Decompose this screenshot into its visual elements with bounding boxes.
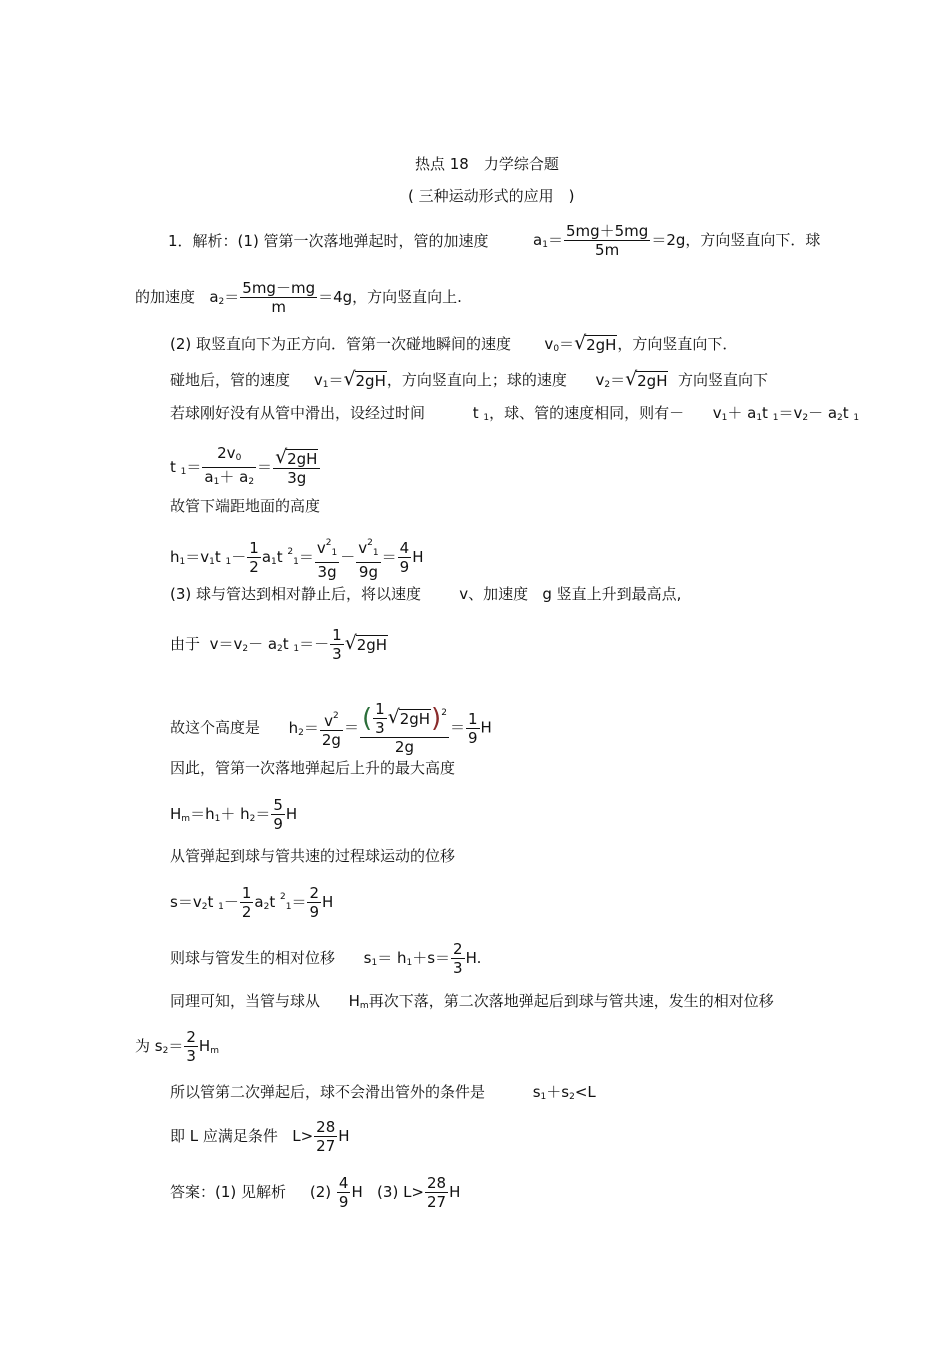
p2-line1: (2) 取竖直向下为正方向．管第一次碰地瞬间的速度 $v_0=$ √ 2gH，方向竖直向下． [170,331,738,354]
p3-line7: 同理可知，当管与球从 $H_m$再次下落，第二次落地弹起后到球与管共速，发生的相对位移 [170,992,774,1011]
p2-line5: 故管下端距地面的高度 [170,497,321,515]
page-subtitle: ( 三种运动形式的应用 ) [408,187,575,205]
answer-line: 答案：(1) 见解析 (2) $\frac{4}{9}$ H (3) L> $\frac{28}{27}$ H [170,1174,461,1211]
p3-line5: 从管弹起到球与管共速的过程球运动的位移 [170,847,456,865]
p3-hm-formula: $H_m=h_1+ h_2=$ $\frac{5}{9}$ H [170,796,298,833]
p3-v-formula: 由于 $v=v_2- a_2t$ $_1$＝－ $\frac{1}{3}$ √ 2gH [170,626,388,663]
p3-h2-formula: 故这个高度是 $h_2=$ $\frac{v^2}{2g}$ ＝ ( $\frac{1}{3}$ √ 2gH)$^2$ 2g ＝ $\frac{1}{9}$ H [170,700,492,756]
a2-fraction: $\frac{5mg-mg}{m}$ [242,279,316,316]
p3-line1: (3) 球与管达到相对静止后，将以速度 v、加速度 g 竖直上升到最高点, [170,585,682,603]
p2-t1-formula: t $_1$＝ $\frac{2v_0}{a_1+ a_2}$ ＝ √ 2gH 3g [170,444,321,491]
p3-line9: 所以管第二次弹起后，球不会滑出管外的条件是 $s_1+s_2<L$ [170,1083,596,1102]
p3-l-condition: 即 L 应满足条件 L> $\frac{28}{27}$ H [170,1118,350,1155]
p1-a2-line: 的加速度 $a_2=$ $\frac{5mg-mg}{m}$ ＝4g，方向竖直向上. [135,279,462,316]
p2-line2: 碰地后，管的速度 $v_1=$ √ 2gH，方向竖直向上；球的速度 $v_2=$ √ 2gH 方向竖直向下 [170,367,769,390]
p3-s1-formula: 则球与管发生的相对位移 $s_1= h_1+s=$ $\frac{2}{3}$ H. [170,940,482,977]
p1-intro: 1．解析：(1) 管第一次落地弹起时，管的加速度 [168,232,489,250]
p2-h1-formula: $h_1=v_1t$ $_1$－ $\frac{1}{2}$ $a_1t$ $^2_1$＝ $\frac{v^2_1}{3g}$ － $\frac{v^2_1}{9g}$ ＝ $\frac{4}{9}$ H [170,534,423,581]
p3-s-formula: $s=v_2t$ $_1$－ $\frac{1}{2}$ $a_2t$ $^2_1$＝ $\frac{2}{9}$ H [170,884,334,921]
p2-line3: 若球刚好没有从管中滑出，设经过时间 t $_1$，球、管的速度相同，则有－ $v_1+ a_1t$ $_1=v_2- a_2t$ $_1$ [170,404,860,423]
a1-fraction: $\frac{5mg+5mg}{5m}$ [565,222,649,259]
p3-s2-formula: 为 $s_2=$ $\frac{2}{3}$ $H_m$ [135,1028,219,1065]
p3-line4: 因此，管第一次落地弹起后上升的最大高度 [170,759,456,777]
p1-a1-formula: $a_1=$ $\frac{5mg+5mg}{5m}$ ＝2g，方向竖直向下．球 [533,222,821,259]
page-title: 热点 18 力学综合题 [415,155,559,173]
